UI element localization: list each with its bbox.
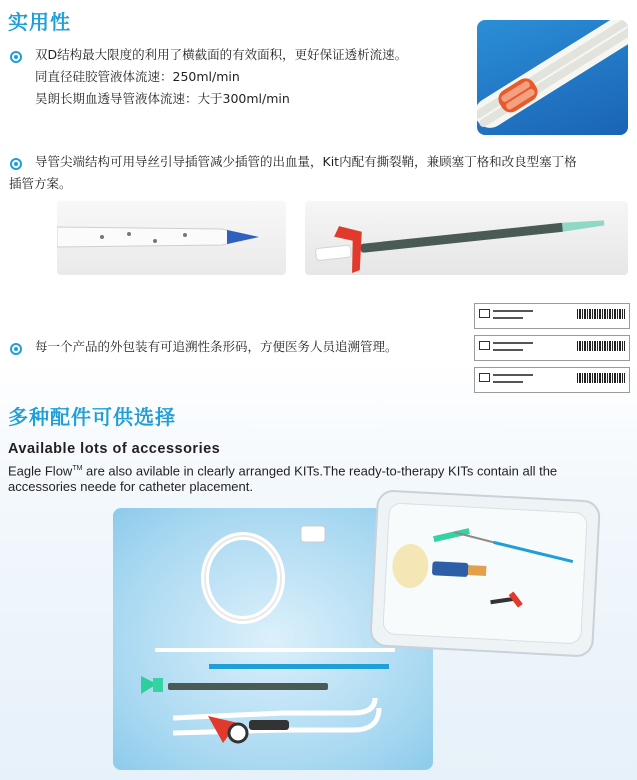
- bullet1-line1: 双D结构最大限度的利用了横截面的有效面积，更好保证透析流速。: [35, 47, 408, 62]
- bullet-icon: [10, 51, 22, 63]
- peelaway-sheath-photo: [305, 201, 628, 275]
- bullet-icon: [10, 158, 22, 170]
- brand-name: Eagle Flow: [8, 463, 73, 479]
- barcode-label: [474, 303, 630, 329]
- barcode-label: [474, 335, 630, 361]
- kit-tray-photo: [368, 486, 604, 663]
- section-heading-accessories: 多种配件可供选择: [8, 405, 176, 429]
- catheter-crosssection-photo: [477, 20, 628, 135]
- bullet3-line1: 每一个产品的外包装有可追溯性条形码，方便医务人员追溯管理。: [35, 339, 398, 354]
- bullet1-line2: 同直径硅胶管液体流速：250ml/min: [35, 69, 240, 84]
- trademark-mark: TM: [72, 465, 83, 472]
- english-title: Available lots of accessories: [8, 441, 221, 457]
- bullet2-line2: 插管方案。: [9, 176, 72, 191]
- bullet-icon: [10, 343, 22, 355]
- english-description: [8, 461, 623, 495]
- section-heading-practicality: 实用性: [8, 10, 71, 34]
- catheter-tip-photo: [57, 201, 286, 275]
- bullet1-line3: 昊朗长期血透导管液体流速：大于300ml/min: [35, 91, 290, 106]
- description-text: are also avilable in clearly arranged KITs.The ready-to-therapy KITs contain all the accessories neede for catheter placement.: [8, 463, 558, 495]
- bullet2-line1: 导管尖端结构可用导丝引导插管减少插管的出血量，Kit内配有撕裂鞘，兼顾塞丁格和改良型塞丁格: [35, 154, 577, 169]
- barcode-label: [474, 367, 630, 393]
